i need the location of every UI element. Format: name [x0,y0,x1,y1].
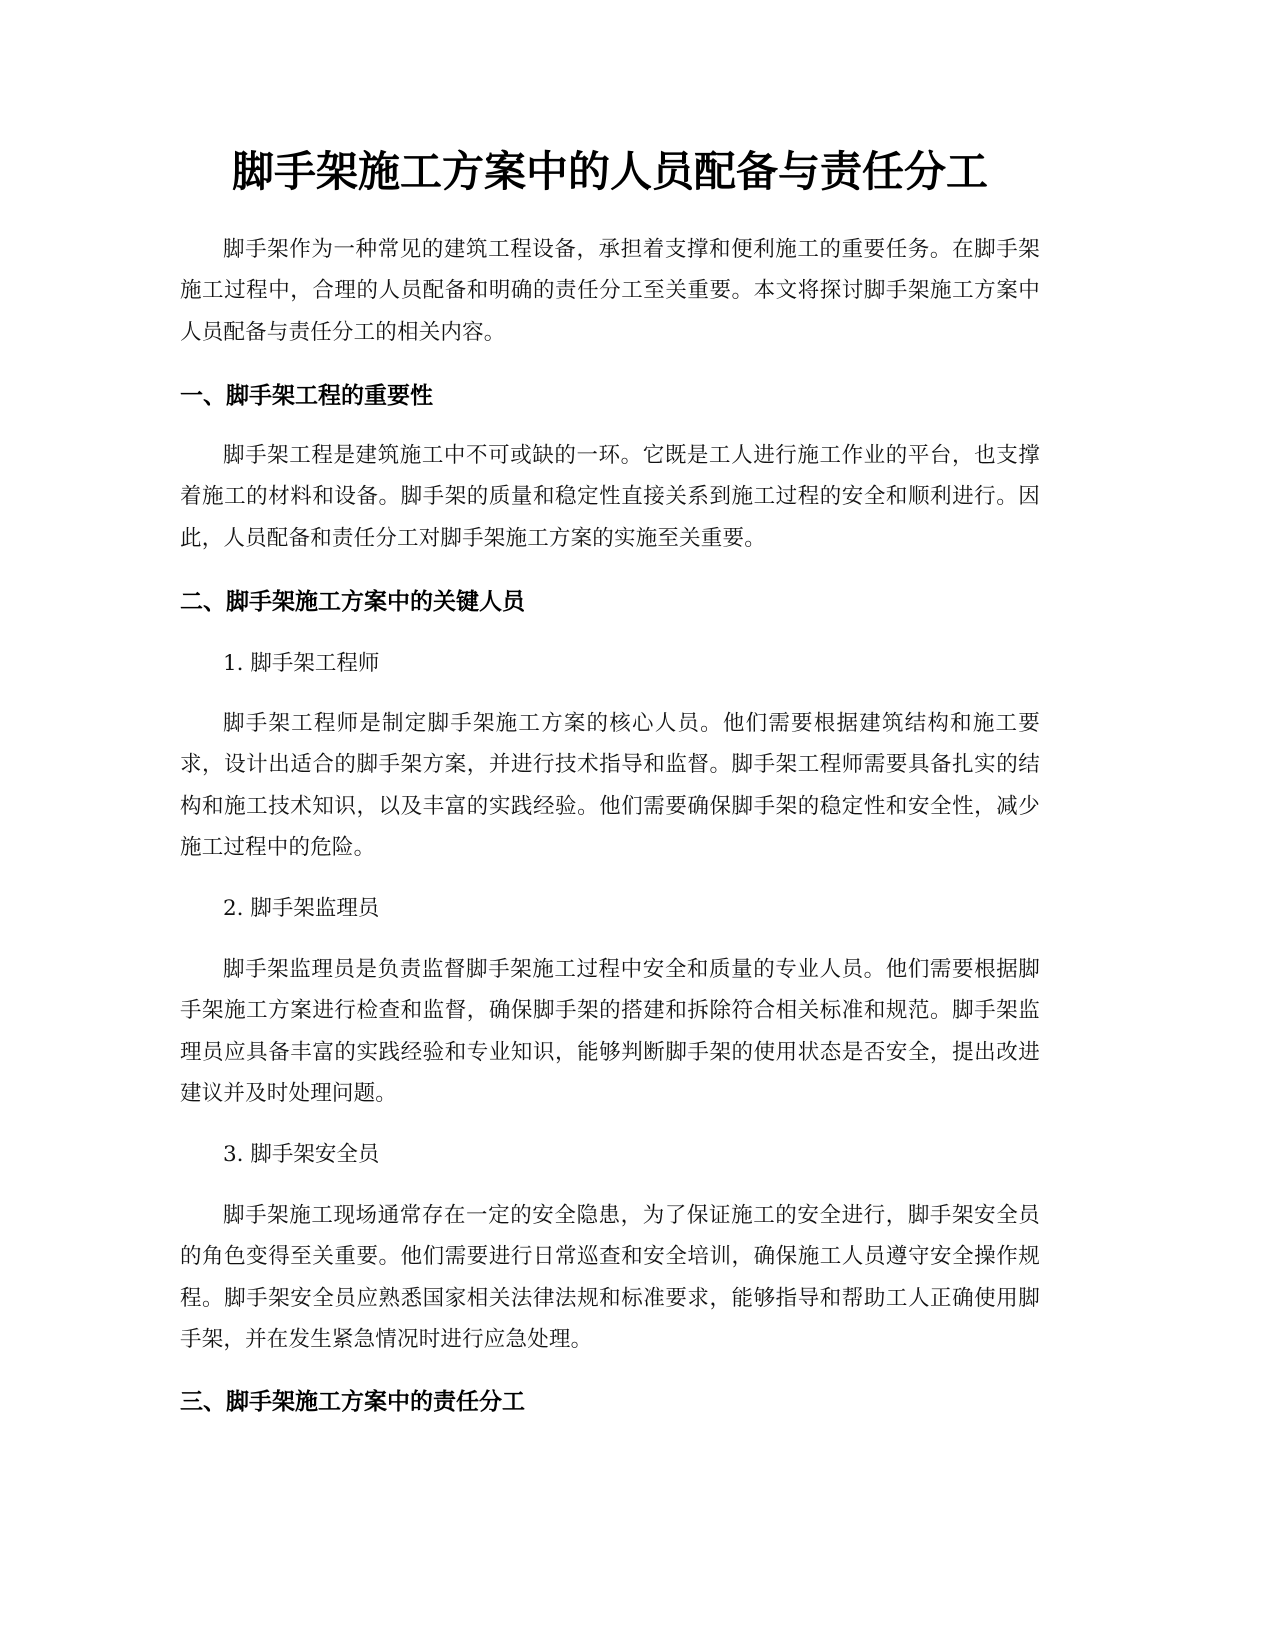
item-3-paragraph: 脚手架施工现场通常存在一定的安全隐患，为了保证施工的安全进行，脚手架安全员的角色变得至关重要。他们需要进行日常巡查和安全培训，确保施工人员遵守安全操作规程。脚手架安全员应熟悉国家相关法律法规和标准要求，能够指导和帮助工人正确使用脚手架，并在发生紧急情况时进行应急处理。 [180,1203,1040,1352]
section-3-heading: 三、脚手架施工方案中的责任分工 [180,1389,525,1415]
item-2-label: 2. 脚手架监理员 [223,896,380,921]
item-1-label: 1. 脚手架工程师 [223,651,380,676]
section-1-paragraph: 脚手架工程是建筑施工中不可或缺的一环。它既是工人进行施工作业的平台，也支撑着施工的材料和设备。脚手架的质量和稳定性直接关系到施工过程的安全和顺利进行。因此，人员配备和责任分工对脚手架施工方案的实施至关重要。 [180,443,1040,551]
document-title: 脚手架施工方案中的人员配备与责任分工 [231,147,988,196]
intro-paragraph: 脚手架作为一种常见的建筑工程设备，承担着支撑和便利施工的重要任务。在脚手架施工过程中，合理的人员配备和明确的责任分工至关重要。本文将探讨脚手架施工方案中人员配备与责任分工的相关内容。 [180,237,1040,345]
item-2-paragraph: 脚手架监理员是负责监督脚手架施工过程中安全和质量的专业人员。他们需要根据脚手架施工方案进行检查和监督，确保脚手架的搭建和拆除符合相关标准和规范。脚手架监理员应具备丰富的实践经验和专业知识，能够判断脚手架的使用状态是否安全，提出改进建议并及时处理问题。 [180,957,1040,1106]
section-2-heading: 二、脚手架施工方案中的关键人员 [180,589,525,615]
item-1-paragraph: 脚手架工程师是制定脚手架施工方案的核心人员。他们需要根据建筑结构和施工要求，设计出适合的脚手架方案，并进行技术指导和监督。脚手架工程师需要具备扎实的结构和施工技术知识，以及丰富的实践经验。他们需要确保脚手架的稳定性和安全性，减少施工过程中的危险。 [180,711,1040,860]
item-3-label: 3. 脚手架安全员 [223,1142,380,1167]
section-1-heading: 一、脚手架工程的重要性 [180,383,433,409]
